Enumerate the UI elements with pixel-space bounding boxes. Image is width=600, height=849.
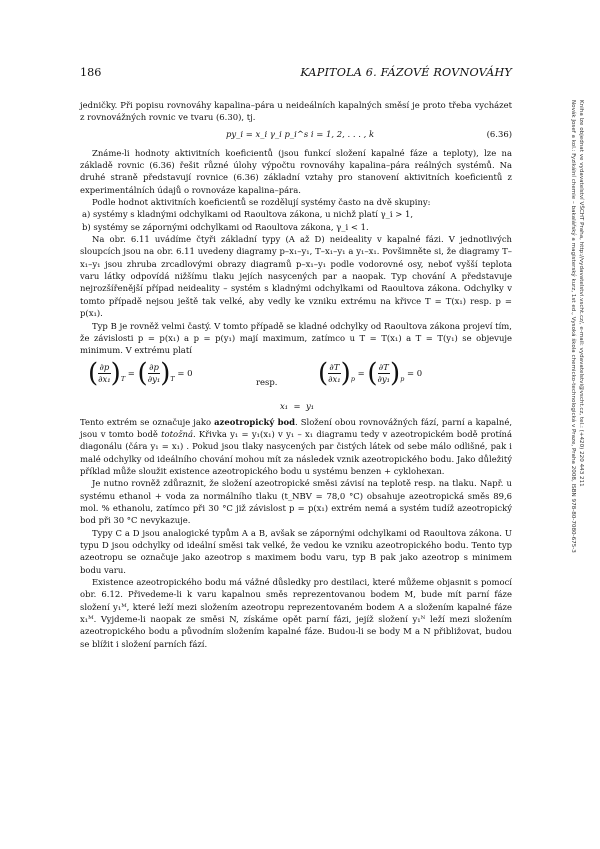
page-body [80,99,512,650]
azeotrope-condition: x₁ = y₁ [280,400,315,411]
term-azeotropic-point: azeotropický bod [214,416,296,427]
equation-number: (6.36) [486,128,512,139]
citation-line-1: Novák Josef a kol.: Fyzikální chemie – bakalářský a magisterský kurz, 1st ed., Vysoká škola chemicko-technologická v Praze, Praha 2008, ISBN 978-80-7080-675-3 [570,100,576,553]
citation-line-2: Kniha lze objednat ve vydavatelství VŠCHT Praha, http://vydavatelstvi.vscht.cz/, e-mail: vydavatelstvi@vscht.cz, tel.: (+420) 220 443 211 [578,100,584,487]
text-run: . Složení obou rovnovážných fází, parní a kapalné, jsou v tomto bodě [80,416,512,439]
text-run: . Křivka y₁ = y₁(x₁) v y₁ – x₁ diagramu tedy v azeotropickém bodě protíná diagonálu (čára y₁ = x₁) . Pokud jsou tlaky nasycených par čistých látek od sebe málo odlišné, pak i malé odchylky od ideálního chování mohou mít za následek vznik azeotropického bodu. Jako důležitý příklad může sloužit existence azeotropického bodu u systému benzen + cyklohexan. [80,428,512,476]
zero-a: = 0 [177,367,193,378]
paragraph: jedničky. Při popisu rovnováhy kapalina–pára u neideálních kapalných směsí je proto třeba vycházet z rovnovážných rovnic ve tvaru (6.30), tj. [80,100,512,123]
extremum-equations [80,357,512,412]
pressure-derivatives: ( $\frac{\partial p}{\text{∂x₁}}$ )$_T$ = ( $\frac{\partial p}{\text{∂y₁}}$ )$_T = 0$ [88,357,193,388]
list-item: a) systémy s kladnými odchylkami od Raoultova zákona, u nichž platí γ_i > 1, [82,209,414,220]
paragraph [80,416,512,478]
chapter-title: KAPITOLA 6. FÁZOVÉ ROVNOVÁHY [300,66,512,79]
paragraph: Typ B je rovněž velmi častý. V tomto případě se kladné odchylky od Raoultova zákona projeví tím, že závislosti p = p(x₁) a p = p(y₁) mají maximum, zatímco u T = T(x₁) a T = T(y₁) se objevuje minimum. V extrému platí [80,320,512,356]
paragraph: Známe-li hodnoty aktivitních koeficientů (jsou funkcí složení kapalné fáze a teploty), lze na základě rovnic (6.36) řešit různé úlohy výpočtu rovnováhy kapalina–pára reálných systémů. Na druhé straně představují rovnice (6.36) základní vztahy pro stanovení aktivitních koeficientů z experimentálních údajů o rovnováze kapalina–pára. [80,147,512,195]
equation-formula: py_i = x_i γ_i p_i^s i = 1, 2, . . . , k [226,128,375,139]
paragraph: Typy C a D jsou analogické typům A a B, avšak se zápornými odchylkami od Raoultova zákona. U typu D jsou odchylky od ideální směsi tak velké, že vedou ke vzniku azeotropického bodu. Tento typ azeotropu se označuje jako azeotrop s maximem bodu varu, typ B pak jako azeotrop s minimem bodu varu. [80,527,512,575]
paragraph: Existence azeotropického bodu má vážné důsledky pro destilaci, které můžeme objasnit s pomocí obr. 6.12. Přivedeme-li k varu kapalnou směs reprezentovanou bodem M, bude mít parní fáze složení y₁ᴹ, které leží mezi složením azeotropu reprezentovaném bodem A a složením kapalné fáze x₁ᴹ. Vyjdeme-li naopak ze směsi N, získáme opět parní fázi, jejíž složení y₁ᴺ leží mezi složením azeotropického bodu a původním složením kapalné fáze. Budou-li se body M a N přibližovat, budou se blížit i složení parních fází. [80,577,512,649]
text-run: Tento extrém se označuje jako [80,416,215,427]
paragraph: Na obr. 6.11 uvádíme čtyři základní typy (A až D) neideality v kapalné fázi. V jednotlivých sloupcích jsou na obr. 6.11 uvedeny diagramy p–x₁–y₁, T–x₁–y₁ a y₁–x₁. Povšimněte si, že diagramy T–x₁–y₁ jsou zhruba zrcadlovými obrazy diagramů p–x₁–y₁ podle vodorovné osy, neboť vyšší teplota varu látky odpovídá nižšímu tlaku jejích nasycených par a naopak. Typ chování A představuje nejrozšířenější případ neideality – systém s kladnými odchylkami od Raoultova zákona. Odchylky v tomto případě nejsou ještě tak velké, aby vedly ke vzniku extrému na křivce T = T(x₁) resp. p = p(x₁). [80,234,512,319]
side-citation [568,100,584,740]
page-number: 186 [80,66,102,79]
zero-b: = 0 [406,367,423,378]
equation-6-36 [80,126,512,144]
list-item: b) systémy se zápornými odchylkami od Raoultova zákona, γ_i < 1. [82,221,369,232]
resp-label: resp. [256,376,278,387]
paragraph: Je nutno rovněž zdůraznit, že složení azeotropické směsi závisí na teplotě resp. na tlaku. Např. u systému ethanol + voda za normálního tlaku (t_NBV = 78,0 °C) obsahuje azeotropická směs 89,6 mol. % ethanolu, zatímco při 30 °C již závislost p = p(x₁) extrém nemá a systém tudíž azeotropický bod při 30 °C nevykazuje. [80,478,512,526]
temperature-derivatives: ( $\frac{\partial T}{\text{∂x₁}}$ )$_p$ = ( $\frac{\partial T}{\text{∂y₁}}$ )$_p = 0$ [318,357,423,388]
emphasis: totožná [161,428,193,439]
paragraph: Podle hodnot aktivitních koeficientů se rozdělují systémy často na dvě skupiny: [92,197,431,208]
